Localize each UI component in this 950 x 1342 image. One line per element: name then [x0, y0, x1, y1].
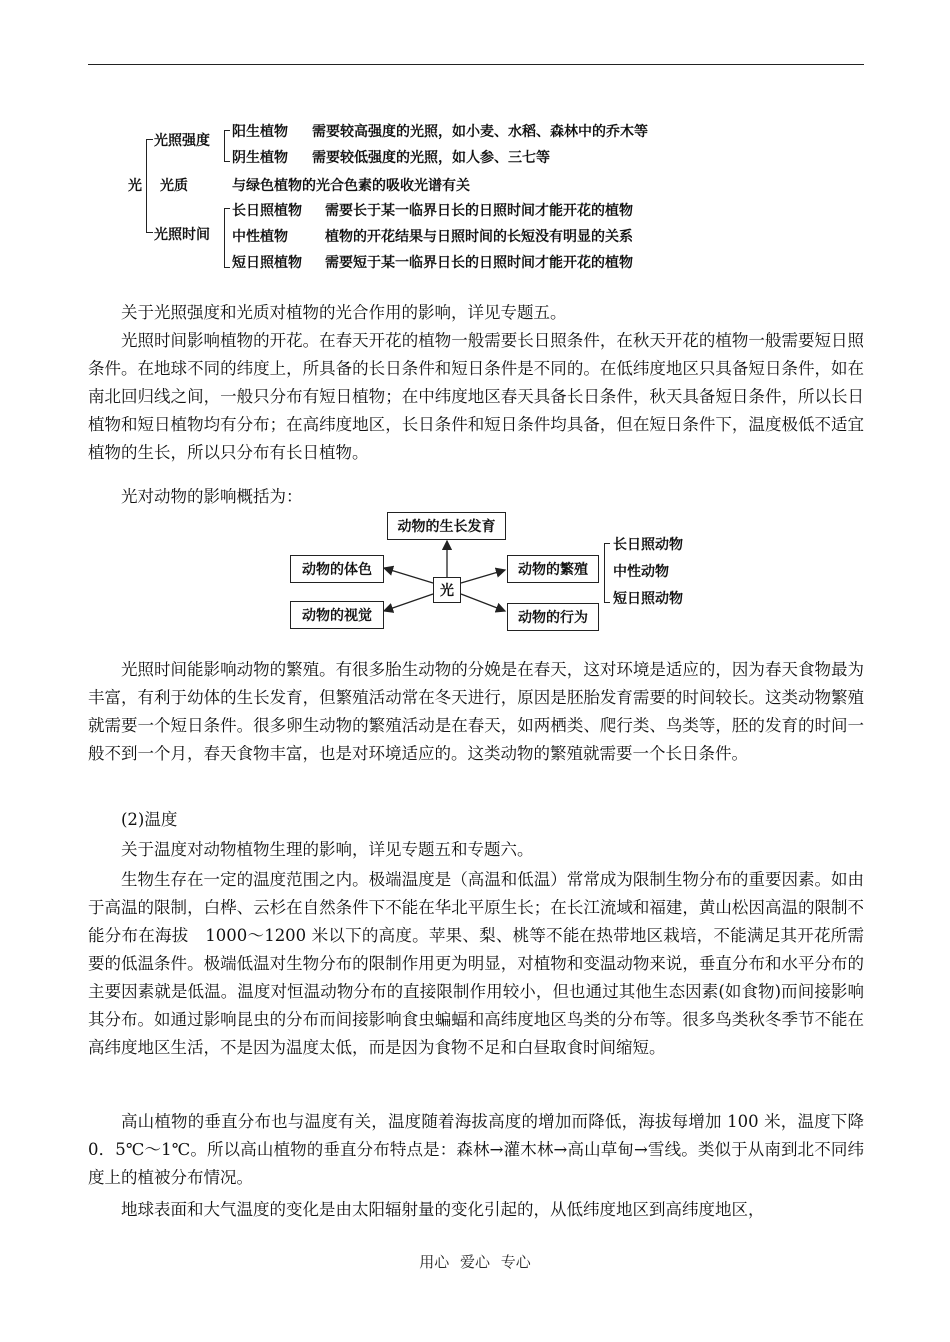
tree-item-name: 中性植物	[232, 229, 288, 245]
box-light-center: 光	[433, 577, 461, 603]
tree-item-desc: 需要较高强度的光照，如小麦、水稻、森林中的乔木等	[312, 124, 648, 140]
tree-duration-label: 光照时间	[154, 227, 210, 243]
breeding-brace	[604, 543, 610, 603]
paragraph: 高山植物的垂直分布也与温度有关，温度随着海拔高度的增加而降低，海拔每增加 100 米，温度下降 0．5℃～1℃。所以高山植物的垂直分布特点是：森林→灌木林→高山草甸→雪线。类似于从南到北不同纬度上的植被分布情况。	[88, 1112, 864, 1187]
tree-item-name: 短日照植物	[232, 255, 302, 271]
diagram-arrows	[0, 0, 950, 640]
breeding-type: 长日照动物	[613, 537, 683, 553]
box-growth: 动物的生长发育	[387, 512, 506, 540]
paragraph: 关于光照强度和光质对植物的光合作用的影响，详见专题五。	[121, 303, 567, 322]
tree-item-name: 阴生植物	[232, 150, 288, 166]
animal-light-diagram	[0, 0, 950, 640]
tree-item-desc: 需要较低强度的光照，如人参、三七等	[312, 150, 550, 166]
paragraph: 光照时间能影响动物的繁殖。有很多胎生动物的分娩是在春天，这对环境是适应的，因为春天食物最为丰富，有利于幼体的生长发育，但繁殖活动常在冬天进行，原因是胚胎发育需要的时间较长。这类动物繁殖就需要一个短日条件。很多卵生动物的繁殖活动是在春天，如两栖类、爬行类、鸟类等，胚的发育的时间一般不到一个月，春天食物丰富，也是对环境适应的。这类动物的繁殖就需要一个长日条件。	[88, 660, 864, 763]
breeding-type: 中性动物	[613, 564, 669, 580]
paragraph: 生物生存在一定的温度范围之内。极端温度是（高温和低温）常常成为限制生物分布的重要因素。如由于高温的限制，白桦、云杉在自然条件下不能在华北平原生长；在长江流域和福建，黄山松因高温的限制不能分布在海拔 1000～1200 米以下的高度。苹果、梨、桃等不能在热带地区栽培，不能满足其开花所需要的低温条件。极端低温对生物分布的限制作用更为明显，对植物和变温动物来说，垂直分布和水平分布的主要因素就是低温。温度对恒温动物分布的直接限制作用较小，但也通过其他生态因素(如食物)而间接影响其分布。如通过影响昆虫的分布而间接影响食虫蝙蝠和高纬度地区鸟类的分布等。很多鸟类秋冬季节不能在高纬度地区生活，不是因为温度太低，而是因为食物不足和白昼取食时间缩短。	[88, 870, 864, 1057]
paragraph: (2)温度	[121, 810, 178, 829]
page-footer: 用心 爱心 专心	[419, 1253, 531, 1271]
tree-quality-label: 光质	[160, 178, 188, 194]
tree-intensity-label: 光照强度	[154, 133, 210, 149]
tree-item-name: 长日照植物	[232, 203, 302, 219]
box-behavior: 动物的行为	[507, 603, 599, 631]
tree-item-desc: 需要长于某一临界日长的日照时间才能开花的植物	[325, 203, 633, 219]
tree-quality-desc: 与绿色植物的光合色素的吸收光谱有关	[232, 178, 470, 194]
paragraph: 地球表面和大气温度的变化是由太阳辐射量的变化引起的，从低纬度地区到高纬度地区，	[121, 1200, 765, 1219]
box-breeding: 动物的繁殖	[507, 555, 599, 583]
tree-root: 光	[128, 178, 142, 194]
tree-item-desc: 需要短于某一临界日长的日照时间才能开花的植物	[325, 255, 633, 271]
paragraph: 光对动物的影响概括为：	[121, 487, 303, 506]
tree-item-desc: 植物的开花结果与日照时间的长短没有明显的关系	[325, 229, 633, 245]
box-body-color: 动物的体色	[290, 555, 384, 583]
breeding-type: 短日照动物	[613, 591, 683, 607]
box-vision: 动物的视觉	[290, 601, 384, 629]
paragraph: 关于温度对动物植物生理的影响，详见专题五和专题六。	[121, 840, 534, 859]
tree-item-name: 阳生植物	[232, 124, 288, 140]
paragraph: 光照时间影响植物的开花。在春天开花的植物一般需要长日照条件，在秋天开花的植物一般需要短日照条件。在地球不同的纬度上，所具备的长日条件和短日条件是不同的。在低纬度地区只具备短日条件，如在南北回归线之间，一般只分布有短日植物；在中纬度地区春天具备长日条件，秋天具备短日条件，所以长日植物和短日植物均有分布；在高纬度地区，长日条件和短日条件均具备，但在短日条件下，温度极低不适宜植物的生长，所以只分布有长日植物。	[88, 331, 864, 462]
